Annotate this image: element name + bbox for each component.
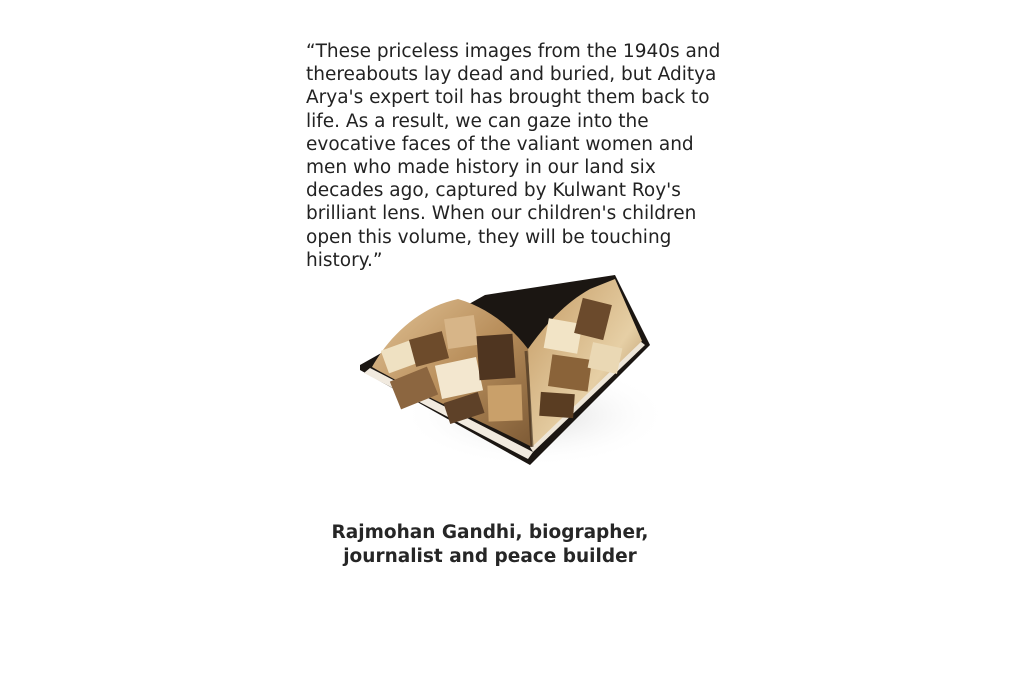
photo-tile bbox=[444, 315, 478, 349]
quote-line: Arya's expert toil has brought them back to bbox=[306, 87, 710, 109]
quote-text bbox=[306, 40, 736, 272]
attribution-line: journalist and peace builder bbox=[343, 545, 637, 567]
photo-tile bbox=[477, 334, 516, 380]
quote-line: life. As a result, we can gaze into the bbox=[306, 110, 649, 132]
photo-tile bbox=[539, 392, 575, 418]
quote-attribution bbox=[290, 521, 690, 568]
quote-line: men who made history in our land six bbox=[306, 157, 656, 179]
quote-line: evocative faces of the valiant women and bbox=[306, 133, 694, 155]
photo-tile bbox=[548, 354, 592, 391]
quote-line: decades ago, captured by Kulwant Roy's bbox=[306, 180, 681, 202]
quote-line: history.” bbox=[306, 249, 383, 271]
quote-line: open this volume, they will be touching bbox=[306, 226, 672, 248]
quote-line: brilliant lens. When our children's children bbox=[306, 203, 697, 225]
quote-line: thereabouts lay dead and buried, but Aditya bbox=[306, 64, 717, 86]
photo-tile bbox=[487, 384, 522, 421]
attribution-line: Rajmohan Gandhi, biographer, bbox=[331, 522, 649, 543]
open-book-image bbox=[350, 265, 670, 475]
quote-line: “These priceless images from the 1940s and bbox=[306, 41, 721, 62]
